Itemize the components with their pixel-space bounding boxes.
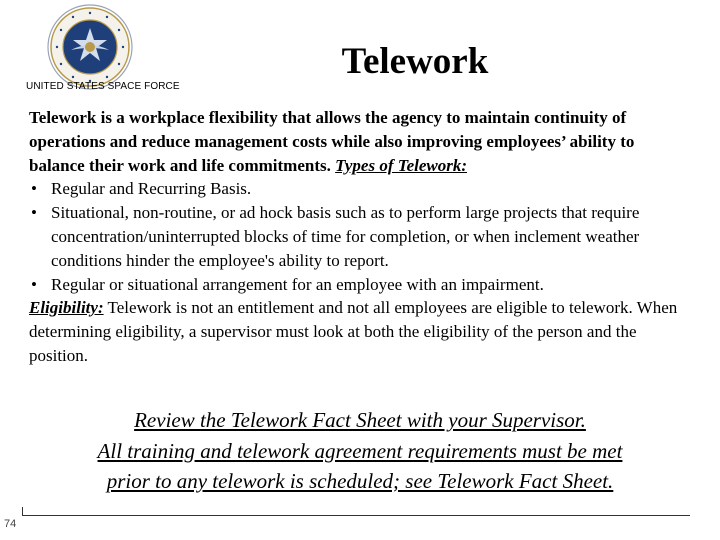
intro-text: Telework is a workplace flexibility that allows the agency to maintain continuity of operations and reduce management costs while also improving employees’ ability to balance their work and life commitments. [29,108,635,175]
slide-title: Telework [341,41,489,82]
slide-body [29,106,694,368]
fact-sheet-note-line: Review the Telework Fact Sheet with your Supervisor. [134,408,586,432]
fact-sheet-note [20,405,700,497]
list-item: • Situational, non-routine, or ad hock basis such as to perform large projects that require concentration/uninterrupted blocks of time for completion, or when inclement weather conditions hinder the employee's ability to report. [29,201,694,272]
types-of-telework-heading: Types of Telework: [335,155,467,175]
eligibility-heading: Eligibility: [29,298,104,318]
footer-divider-stub [22,507,23,515]
page-number: 74 [4,518,17,530]
list-item: • Regular or situational arrangement for an employee with an impairment. [29,273,694,297]
fact-sheet-note-line: All training and telework agreement requirements must be met [97,438,623,463]
fact-sheet-note-line: prior to any telework is scheduled; see Telework Fact Sheet. [106,469,614,493]
telework-types-list [29,177,694,296]
intro-paragraph [29,106,694,177]
eligibility-text: Telework is not an entitlement and not all employees are eligible to telework. When determining eligibility, a supervisor must look at both the eligibility of the person and the position. [29,298,678,365]
list-item: • Regular and Recurring Basis. [29,177,694,201]
organization-name: UNITED STATES SPACE FORCE [26,81,180,92]
department-seal-icon [47,4,133,90]
footer-divider [22,515,690,516]
eligibility-paragraph [29,296,694,367]
